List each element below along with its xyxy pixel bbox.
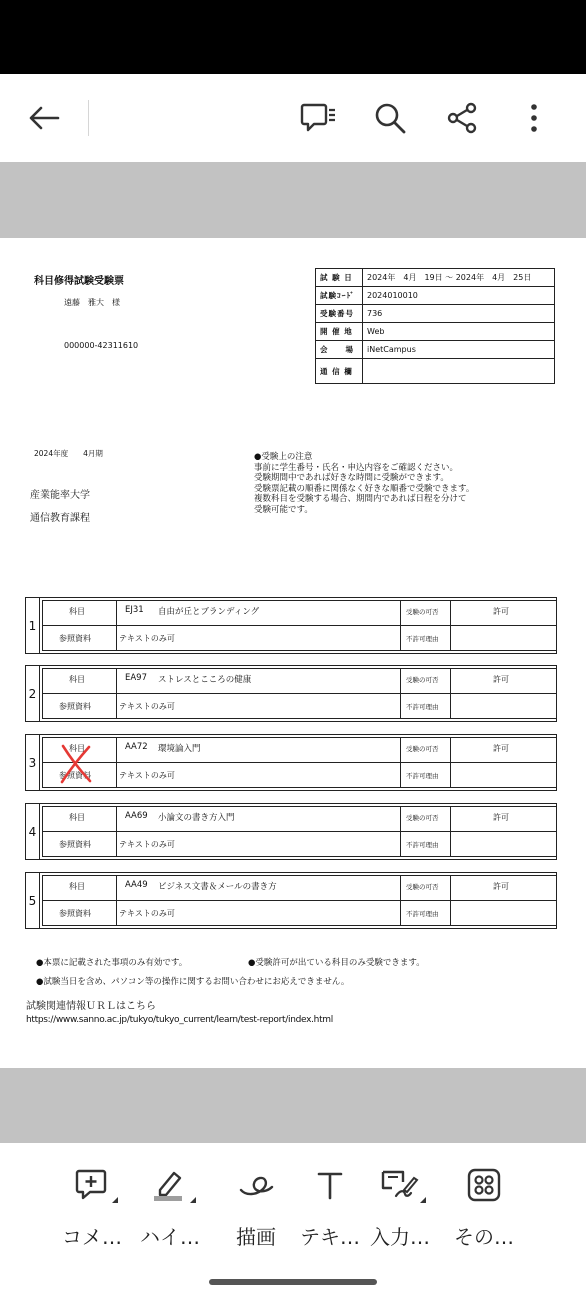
status-label: 受験の可否 [406,745,439,753]
status-badge: 許可 [493,744,509,753]
tool-label: コメ… [62,1225,122,1249]
status-label: 受験の可否 [406,883,439,891]
footer-note-valid: ●本票に記載された事項のみ有効です。 [36,958,188,968]
subject-block [25,734,557,791]
subject-code: EA97 [125,673,148,683]
info-key: 受験番号 [316,305,363,323]
reference-label: 参照資料 [59,702,91,711]
info-key: 会 場 [316,341,363,359]
home-indicator[interactable] [209,1279,377,1285]
info-key: 通 信 欄 [316,359,363,384]
tool-label: テキ… [300,1225,360,1249]
student-name: 遠藤 雅大 様 [64,298,120,307]
info-value: 2024010010 [363,287,555,305]
status-badge: 許可 [493,675,509,684]
col-divider [400,875,401,926]
tool-comment[interactable] [50,1165,134,1250]
subject-label: 科目 [69,882,85,891]
status-badge: 許可 [493,813,509,822]
info-value: 2024年 4月 19日 ～ 2024年 4月 25日 [363,269,555,287]
status-label: 受験の可否 [406,814,439,822]
subject-number: 2 [26,666,40,721]
exam-info-table [315,268,555,384]
col-divider [400,806,401,857]
col-divider [450,600,451,651]
student-id: 000000-42311610 [64,341,139,350]
reason-label: 不許可理由 [406,910,439,918]
tool-label: ハイ… [140,1225,200,1249]
info-value: Web [363,323,555,341]
course-name: 通信教育課程 [30,513,90,524]
subject-name: 小論文の書き方入門 [158,813,235,823]
reference-value: テキストのみ可 [119,634,175,643]
col-divider [450,737,451,788]
university-name: 産業能率大学 [30,490,90,501]
page-gap-bottom [0,1068,586,1143]
subject-label: 科目 [69,813,85,822]
col-divider [116,875,117,926]
status-label: 受験の可否 [406,676,439,684]
info-row [316,269,555,287]
note-line: 事前に学生番号・氏名・申込内容をご確認ください。 [254,462,459,473]
subject-block [25,597,557,654]
share-icon[interactable] [442,98,482,138]
draw-icon [214,1165,298,1205]
info-row [316,341,555,359]
info-value [363,359,555,384]
highlighter-icon [128,1165,212,1205]
info-value: iNetCampus [363,341,555,359]
tool-draw[interactable] [214,1165,298,1250]
back-arrow-icon[interactable] [24,98,64,138]
col-divider [400,600,401,651]
info-key: 開 催 地 [316,323,363,341]
status-label: 受験の可否 [406,608,439,616]
note-line: 受験可能です。 [254,504,313,515]
col-divider [116,806,117,857]
page-title: 科目修得試験受験票 [34,276,124,287]
col-divider [450,668,451,719]
subject-code: AA69 [125,811,148,821]
subject-label: 科目 [69,607,85,616]
reason-label: 不許可理由 [406,772,439,780]
note-line: ●受験上の注意 [254,452,313,462]
tool-label: 描画 [236,1225,276,1249]
footer-note-support: ●試験当日を含め、パソコン等の操作に関するお問い合わせにお応えできません。 [36,977,350,987]
col-divider [400,668,401,719]
subject-number: 1 [26,598,40,653]
subject-number: 4 [26,804,40,859]
row-divider [42,831,556,832]
col-divider [116,737,117,788]
page-gap-top [0,162,586,238]
status-badge: 許可 [493,607,509,616]
reason-label: 不許可理由 [406,841,439,849]
info-key: 試 験 日 [316,269,363,287]
footer-note-permission: ●受験許可が出ている科目のみ受験できます。 [248,958,425,968]
tool-highlight[interactable] [128,1165,212,1250]
exam-info-link[interactable]: https://www.sanno.ac.jp/tukyo/tukyo_current/learn/test-report/index.html [26,1015,333,1025]
reason-label: 不許可理由 [406,703,439,711]
info-row [316,323,555,341]
info-key: 試験ｺｰﾄﾞ [316,287,363,305]
row-divider [42,900,556,901]
col-divider [116,668,117,719]
subject-label: 科目 [69,744,85,753]
reference-label: 参照資料 [59,634,91,643]
toolbar-divider [88,100,89,136]
search-icon[interactable] [370,98,410,138]
comment-add-icon [50,1165,134,1205]
subject-name: 自由が丘とブランディング [158,607,260,617]
more-options-icon[interactable] [514,98,554,138]
note-line: 受験票記載の順番に関係なく好きな順番で受験できます。 [254,483,475,494]
reference-value: テキストのみ可 [119,771,175,780]
subject-code: EJ31 [125,605,144,615]
reference-label: 参照資料 [59,771,91,780]
row-divider [42,693,556,694]
reference-label: 参照資料 [59,840,91,849]
status-badge: 許可 [493,882,509,891]
subject-name: 環境論入門 [158,744,201,754]
subject-block [25,872,557,929]
row-divider [42,762,556,763]
cross-mark-icon [59,743,93,785]
info-row [316,287,555,305]
reference-value: テキストのみ可 [119,702,175,711]
note-line: 受験期間中であれば好きな時間に受験ができます。 [254,473,449,483]
col-divider [116,600,117,651]
reason-label: 不許可理由 [406,635,439,643]
subject-block [25,803,557,860]
reference-value: テキストのみ可 [119,840,175,849]
col-divider [400,737,401,788]
tool-more[interactable] [442,1165,526,1250]
subject-block [25,665,557,722]
subject-code: AA72 [125,742,148,752]
exam-period: 2024年度 4月期 [34,449,103,458]
tool-label: 入力… [370,1225,430,1249]
col-divider [450,806,451,857]
more-apps-icon [442,1165,526,1205]
row-divider [42,625,556,626]
subject-label: 科目 [69,675,85,684]
tool-label: その… [454,1225,514,1249]
top-toolbar [0,74,586,162]
tool-signature[interactable] [358,1165,442,1250]
comment-list-icon[interactable] [298,98,338,138]
subject-code: AA49 [125,880,148,890]
status-bar [0,0,586,74]
col-divider [450,875,451,926]
signature-icon [358,1165,442,1205]
info-row [316,305,555,323]
reference-label: 参照資料 [59,909,91,918]
link-label: 試験関連情報ＵＲＬはこちら [26,1001,156,1012]
info-value: 736 [363,305,555,323]
reference-value: テキストのみ可 [119,909,175,918]
subject-name: ストレスとこころの健康 [158,675,252,685]
exam-notes [254,452,474,515]
info-row [316,359,555,384]
subject-name: ビジネス文書＆メールの書き方 [158,882,277,892]
subject-number: 3 [26,735,40,790]
subject-number: 5 [26,873,40,928]
note-line: 複数科目を受験する場合、期間内であれば日程を分けて [254,494,467,504]
